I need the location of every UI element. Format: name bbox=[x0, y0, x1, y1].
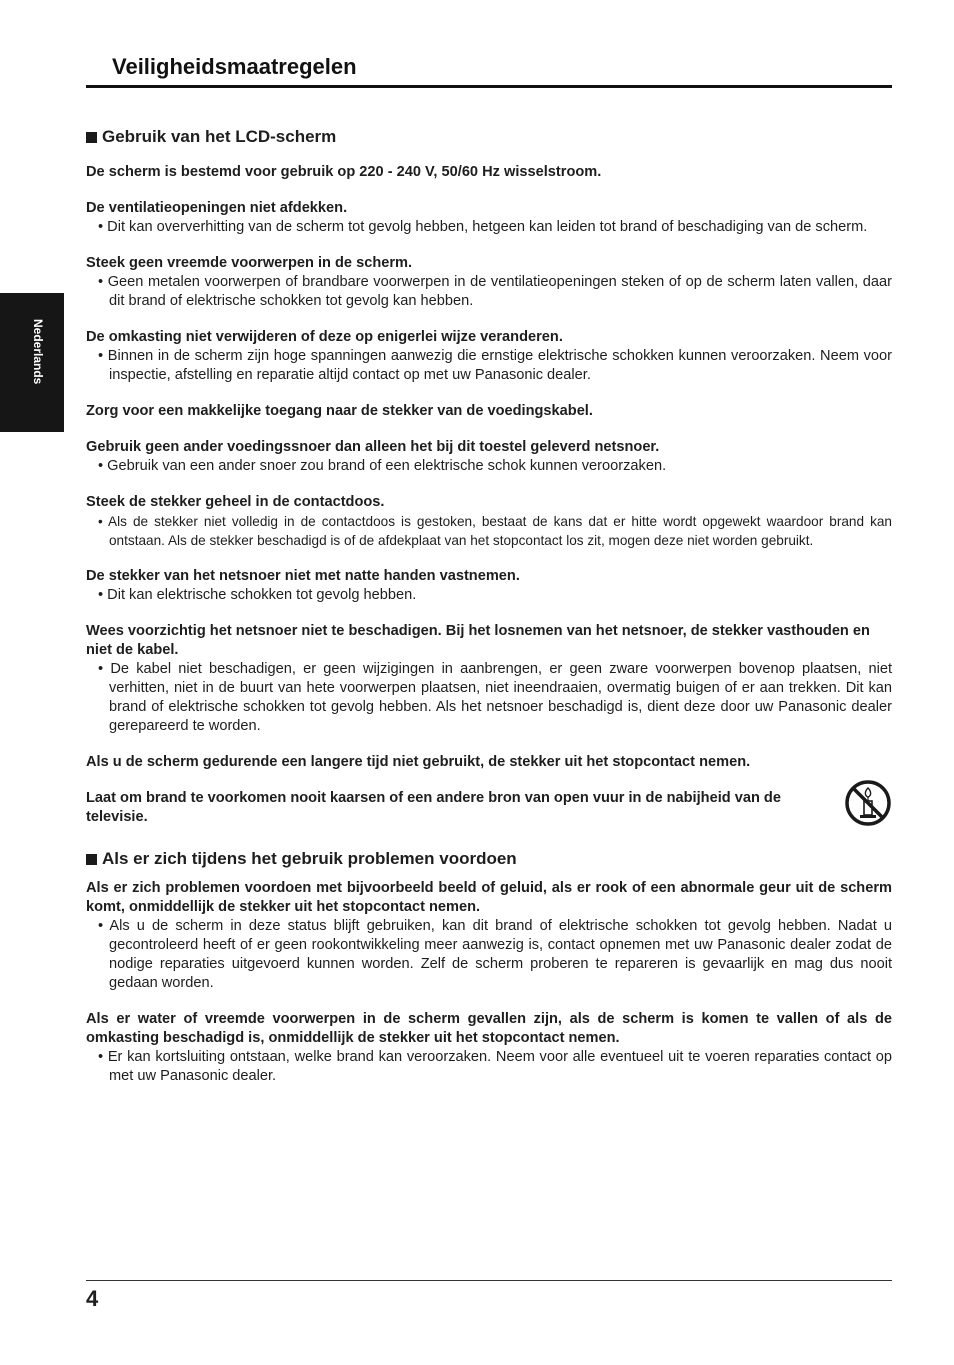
safety-item-bullet: • Geen metalen voorwerpen of brandbare voorwerpen in de ventilatieopeningen steken of op de scherm laten vallen, daar dit brand of elektrische schokken tot gevolg kan hebben. bbox=[98, 274, 892, 309]
safety-item-bullet: • De kabel niet beschadigen, er geen wijzigingen in aanbrengen, er geen zware voorwerpen bovenop plaatsen, niet verhitten, niet in de buurt van hete voorwerpen plaatsen, niet ineendraaien, overmatig buigen of er aan trekken. Dit kan brand of elektrische schokken tot gevolg hebben. Als het netsnoer beschadigd is, dient deze door uw Panasonic dealer gerepareerd te worden. bbox=[98, 661, 892, 734]
safety-item-title: Wees voorzichtig het netsnoer niet te beschadigen. Bij het losnemen van het netsnoer, de stekker vasthouden en niet de kabel. bbox=[86, 623, 870, 658]
safety-item-title: Als er zich problemen voordoen met bijvoorbeeld beeld of geluid, als er rook of een abnormale geur uit de scherm komt, onmiddellijk de stekker uit het stopcontact nemen. bbox=[86, 880, 892, 915]
page-title: Veiligheidsmaatregelen bbox=[112, 54, 357, 79]
footer-divider bbox=[86, 1280, 892, 1281]
safety-item bbox=[86, 1010, 892, 1086]
safety-item-title: Gebruik geen ander voedingssnoer dan alleen het bij dit toestel geleverd netsnoer. bbox=[86, 439, 660, 455]
safety-item-bullet: • Als u de scherm in deze status blijft gebruiken, kan dit brand of elektrische schokken tot gevolg hebben. Nadat u gecontroleerd heeft of er geen rookontwikkeling meer aanwezig is, contact opnemen met uw Panasonic dealer zodat de nodige reparaties uitgevoerd kunnen worden. Zelf de scherm proberen te repareren is gevaarlijk en mag dus nooit gedaan worden. bbox=[98, 918, 892, 991]
safety-item-title: Zorg voor een makkelijke toegang naar de stekker van de voedingskabel. bbox=[86, 403, 593, 419]
safety-item-title: De ventilatieopeningen niet afdekken. bbox=[86, 200, 348, 216]
safety-item-bullet: • Dit kan oververhitting van de scherm tot gevolg hebben, hetgeen kan leiden tot brand of beschadiging van de scherm. bbox=[98, 219, 868, 235]
safety-item-open-flame bbox=[86, 789, 892, 827]
safety-item-title: Steek de stekker geheel in de contactdoos. bbox=[86, 494, 385, 510]
section-heading-text: Als er zich tijdens het gebruik problemen voordoen bbox=[102, 849, 517, 868]
safety-item bbox=[86, 879, 892, 993]
safety-item-bullet: • Er kan kortsluiting ontstaan, welke brand kan veroorzaken. Neem voor alle eventueel uit te voeren reparaties contact op met uw Panasonic dealer. bbox=[98, 1049, 892, 1084]
section-heading-lcd bbox=[86, 127, 892, 147]
square-bullet-icon bbox=[86, 854, 97, 865]
safety-item-title: De scherm is bestemd voor gebruik op 220 - 240 V, 50/60 Hz wisselstroom. bbox=[86, 164, 602, 180]
safety-item bbox=[86, 328, 892, 385]
safety-item-title: De omkasting niet verwijderen of deze op enigerlei wijze veranderen. bbox=[86, 329, 563, 345]
title-divider bbox=[86, 85, 892, 88]
safety-item bbox=[86, 753, 892, 772]
safety-item bbox=[86, 254, 892, 311]
page-number: 4 bbox=[86, 1286, 99, 1311]
safety-item bbox=[86, 438, 892, 476]
safety-item bbox=[86, 622, 892, 736]
safety-item-bullet: • Als de stekker niet volledig in de contactdoos is gestoken, bestaat de kans dat er hitte wordt opgewekt waardoor brand kan ontstaan. Als de stekker beschadigd is of de afdekplaat van het stopcontact los zit, mogen deze niet worden gebruikt. bbox=[98, 514, 892, 548]
safety-item bbox=[86, 493, 892, 550]
safety-item-title: Als u de scherm gedurende een langere tijd niet gebruikt, de stekker uit het stopcontact nemen. bbox=[86, 754, 751, 770]
safety-item-bullet: • Gebruik van een ander snoer zou brand of een elektrische schok kunnen veroorzaken. bbox=[98, 458, 667, 474]
section-heading-problems bbox=[86, 849, 892, 869]
safety-item-title: Laat om brand te voorkomen nooit kaarsen of een andere bron van open vuur in de nabijheid van de televisie. bbox=[86, 790, 781, 825]
safety-item-title: Als er water of vreemde voorwerpen in de scherm gevallen zijn, als de scherm is komen te vallen of als de omkasting beschadigd is, onmiddellijk de stekker uit het stopcontact nemen. bbox=[86, 1011, 892, 1046]
safety-item-bullet: • Binnen in de scherm zijn hoge spanningen aanwezig die ernstige elektrische schokken kunnen veroorzaken. Neem voor inspectie, afstelling en reparatie altijd contact op met uw Panasonic dealer. bbox=[98, 348, 892, 383]
safety-item bbox=[86, 163, 892, 182]
safety-item-bullet: • Dit kan elektrische schokken tot gevolg hebben. bbox=[98, 587, 417, 603]
no-open-flame-icon bbox=[844, 779, 892, 827]
square-bullet-icon bbox=[86, 132, 97, 143]
side-tab-label: Nederlands bbox=[31, 319, 45, 385]
document-body bbox=[86, 127, 892, 1103]
side-tab-text-container bbox=[0, 293, 64, 432]
safety-item bbox=[86, 402, 892, 421]
safety-item bbox=[86, 567, 892, 605]
safety-item-title: De stekker van het netsnoer niet met natte handen vastnemen. bbox=[86, 568, 520, 584]
safety-item-title: Steek geen vreemde voorwerpen in de scherm. bbox=[86, 255, 413, 271]
safety-item bbox=[86, 199, 892, 237]
section-heading-text: Gebruik van het LCD-scherm bbox=[102, 127, 337, 146]
